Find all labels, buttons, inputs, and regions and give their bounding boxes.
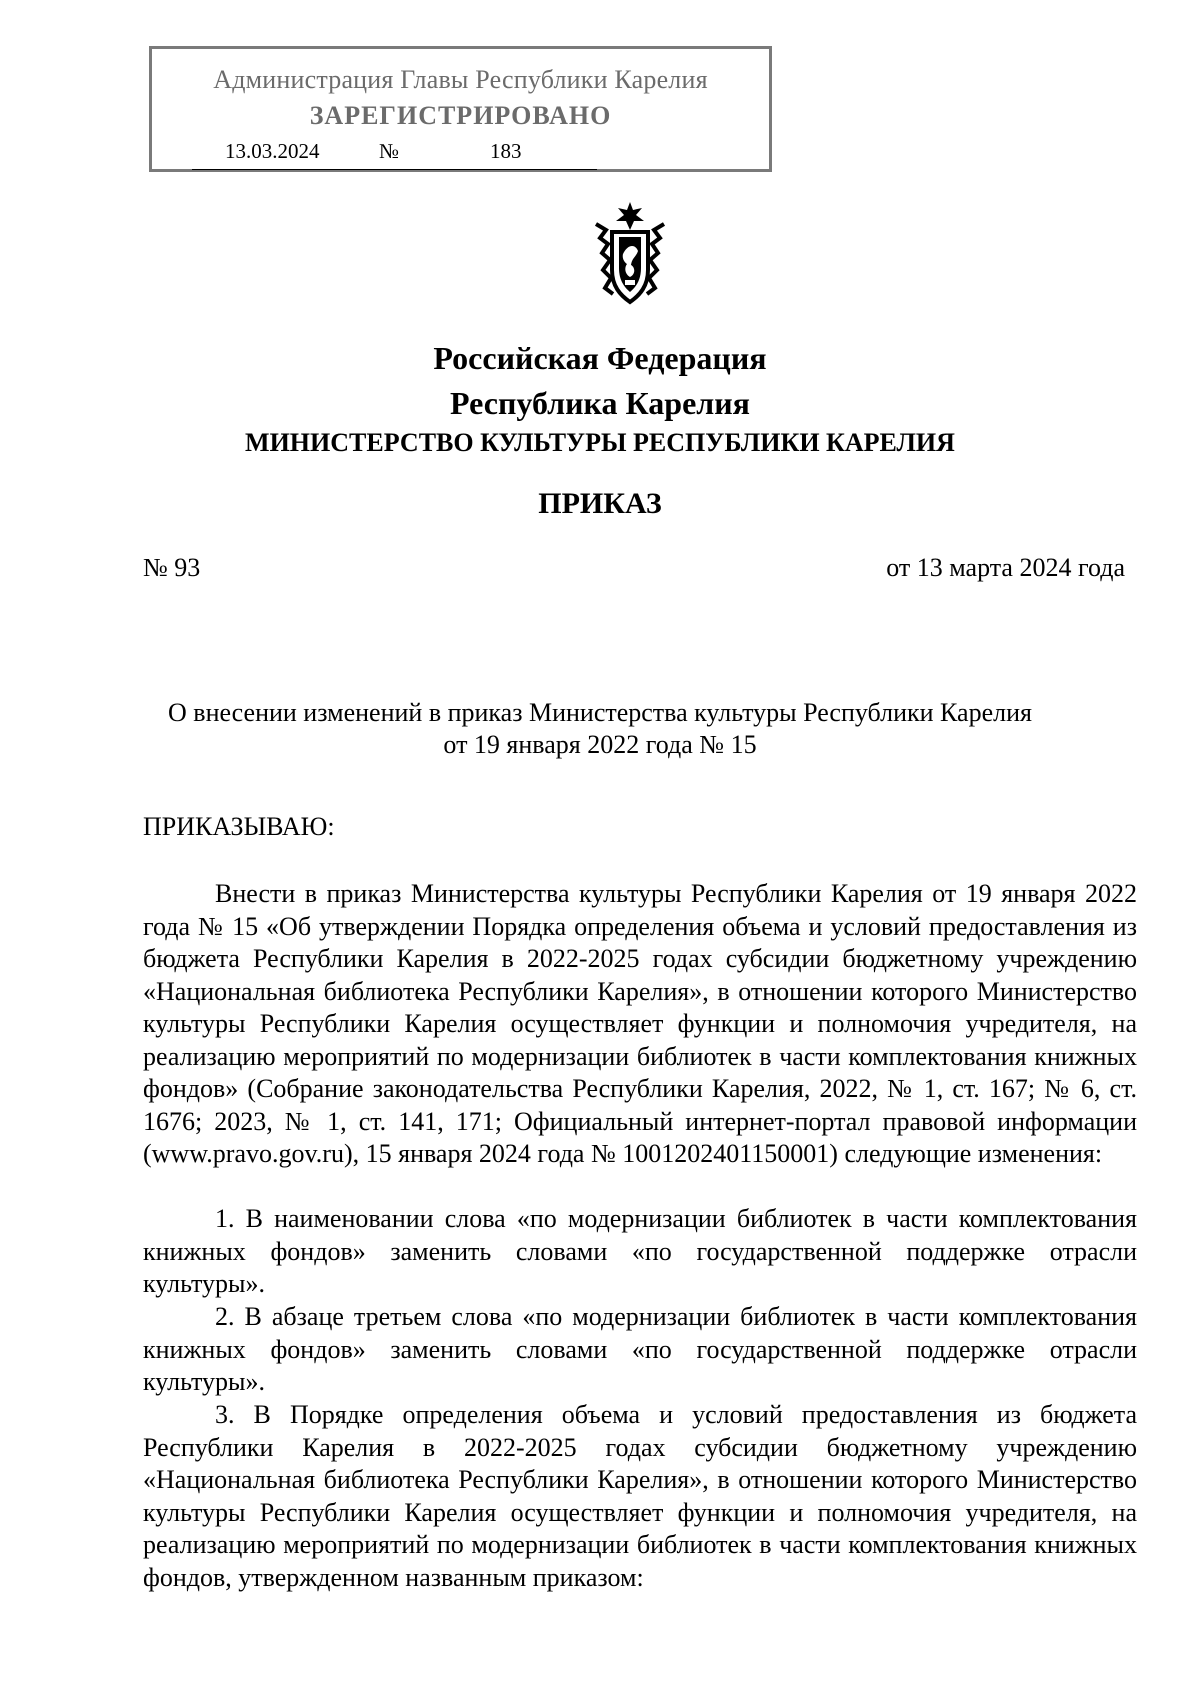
amendment-item-2: 2. В абзаце третьем слова «по модернизации библиотек в части комплектования книжных фондов» заменить словами «по государственной поддержке отрасли культуры».	[143, 1302, 1137, 1396]
country-heading: Российская Федерация	[433, 340, 767, 376]
stamp-registration-line	[192, 139, 597, 170]
stamp-status: ЗАРЕГИСТРИРОВАНО	[309, 101, 612, 130]
order-number: № 93	[143, 553, 201, 582]
amendment-item-1: 1. В наименовании слова «по модернизации библиотек в части комплектования книжных фондов» заменить словами «по государственной поддержке отрасли культуры».	[143, 1204, 1137, 1298]
intro-paragraph: Внести в приказ Министерства культуры Республики Карелия от 19 января 2022 года № 15 «Об утверждении Порядка определения объема и условий предоставления из бюджета Республики Карелия в 2022-2025 годах субсидии бюджетному учреждению «Национальная библиотека Республики Карелия», в отношении которого Министерство культуры Республики Карелия осуществляет функции и полномочия учредителя, на реализацию мероприятий по модернизации библиотек в части комплектования книжных фондов» (Собрание законодательства Республики Карелия, 2022, № 1, ст. 167; № 6, ст. 1676; 2023, № 1, ст. 141, 171; Официальный интернет-портал правовой информации (www.pravo.gov.ru), 15 января 2024 года № 1001202401150001) следующие изменения:	[143, 879, 1137, 1168]
ministry-heading: МИНИСТЕРСТВО КУЛЬТУРЫ РЕСПУБЛИКИ КАРЕЛИЯ	[245, 428, 955, 457]
order-date: от 13 марта 2024 года	[886, 553, 1125, 582]
stamp-number-label: №	[379, 139, 400, 163]
stamp-number: 183	[490, 139, 522, 163]
amendment-item-3: 3. В Порядке определения объема и условий предоставления из бюджета Республики Карелия в 2022-2025 годах субсидии бюджетному учреждению «Национальная библиотека Республики Карелия», в отношении которого Министерство культуры Республики Карелия осуществляет функции и полномочия учредителя, на реализацию мероприятий по модернизации библиотек в части комплектования книжных фондов, утвержденном названным приказом:	[143, 1400, 1137, 1592]
registration-stamp	[149, 46, 772, 172]
document-type-title: ПРИКАЗ	[538, 487, 662, 520]
subject-line-2: от 19 января 2022 года № 15	[443, 730, 757, 759]
subject-line-1: О внесении изменений в приказ Министерства культуры Республики Карелия	[168, 698, 1032, 727]
stamp-date: 13.03.2024	[225, 139, 320, 163]
republic-heading: Республика Карелия	[450, 385, 750, 421]
command-heading: ПРИКАЗЫВАЮ:	[143, 812, 335, 841]
karelia-coat-of-arms-icon	[588, 196, 672, 306]
stamp-organization: Администрация Главы Республики Карелия	[213, 65, 708, 94]
